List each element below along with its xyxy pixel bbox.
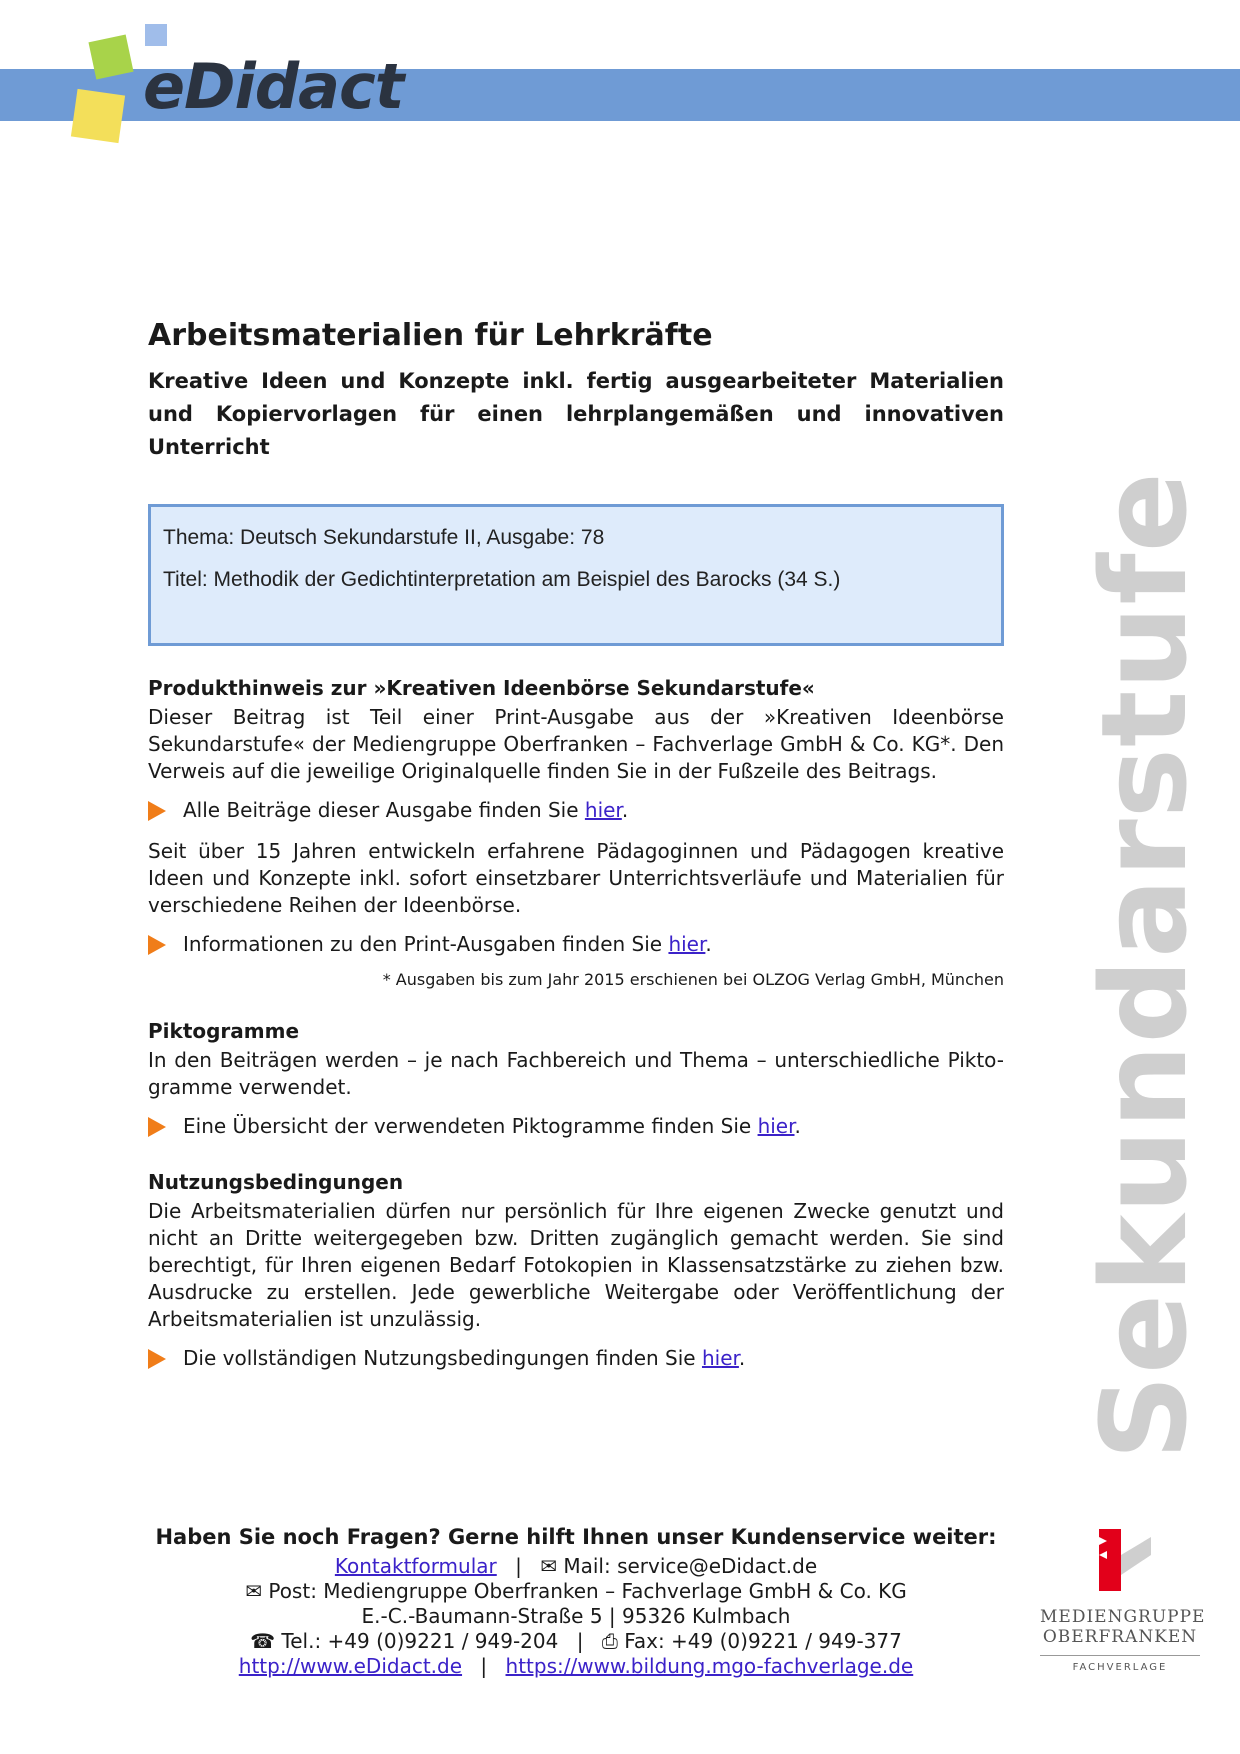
terms-link[interactable]: hier	[701, 1346, 739, 1370]
footer-phone-row	[148, 1629, 1004, 1654]
footer-url-row	[148, 1654, 1004, 1679]
bullet-all-articles	[148, 797, 1004, 824]
contact-form-link[interactable]: Kontaktformular	[334, 1554, 497, 1578]
footnote: * Ausgaben bis zum Jahr 2015 erschienen bei OLZOG Verlag GmbH, München	[382, 970, 1004, 989]
period: .	[794, 1114, 801, 1138]
logo-text: eDidact	[143, 50, 404, 123]
triangle-bullet-icon	[148, 935, 166, 955]
edidact-url-link[interactable]: http://www.eDidact.de	[238, 1654, 463, 1678]
bullet-text: Alle Beiträge dieser Ausgabe finden Sie	[183, 798, 585, 822]
publisher-name-2: OBERFRANKEN	[1042, 1627, 1198, 1647]
post-icon: ✉	[245, 1579, 262, 1603]
divider: |	[515, 1554, 522, 1578]
bullet-text: Informationen zu den Print-Ausgaben finden Sie	[183, 932, 669, 956]
period: .	[705, 932, 712, 956]
divider: |	[480, 1654, 488, 1678]
period: .	[738, 1346, 746, 1370]
bullet-pictograms	[148, 1113, 1004, 1140]
footer-title: Haben Sie noch Fragen? Gerne hilft Ihnen unser Kundenservice weiter:	[155, 1525, 997, 1549]
pictograms-link[interactable]: hier	[757, 1114, 795, 1138]
mgo-url-link[interactable]: https://www.bildung.mgo-fachverlage.de	[505, 1654, 914, 1678]
topic-box	[148, 504, 1004, 646]
publisher-sub: FACHVERLAGE	[1040, 1655, 1200, 1673]
all-articles-link[interactable]: hier	[584, 798, 622, 822]
sidebar-vertical-text: Sekundarstufe	[1075, 471, 1213, 1460]
publisher-logo	[1040, 1525, 1206, 1673]
phone-text: Tel.: +49 (0)9221 / 949-204	[281, 1629, 559, 1653]
bullet-print-info	[148, 931, 1004, 958]
topic-line: Thema: Deutsch Sekundarstufe II, Ausgabe: 78	[163, 526, 605, 549]
bullet-terms	[148, 1345, 1004, 1372]
title-line: Titel: Methodik der Gedichtinterpretation am Beispiel des Barocks (34 S.)	[163, 568, 841, 591]
phone-icon: ☎	[250, 1629, 276, 1653]
product-note-text-2: Seit über 15 Jahren entwickeln erfahrene Pädagoginnen und Pädagogen kreative Ideen und Konzepte inkl. sofort einsetzbarer Unterrichtsverläufe und Materialien für verschiedene Reihen der Ideenbörse.	[148, 839, 1004, 917]
terms-text: Die Arbeitsmaterialien dürfen nur persönlich für Ihre eigenen Zwecke genutzt und nicht an Dritte weitergegeben bzw. Dritten zugänglich gemacht werden. Sie sind berechtigt, für Ihren eigenen Bedarf Fotokopien in Klassensatzstärke zu ziehen bzw. Ausdrucke zu erstellen. Jede gewerbliche Weitergabe oder Veröffentlichung der Arbeitsmaterialien ist unzulässig.	[148, 1199, 1004, 1331]
mail-icon: ✉	[540, 1554, 557, 1578]
pictograms-heading: Piktogramme	[148, 1019, 300, 1043]
triangle-bullet-icon	[148, 801, 166, 821]
triangle-bullet-icon	[148, 1349, 166, 1369]
mail-text: Mail: service@eDidact.de	[563, 1554, 818, 1578]
print-info-link[interactable]: hier	[668, 932, 706, 956]
footer-post-row	[148, 1579, 1004, 1604]
product-note-heading: Produkthinweis zur »Kreativen Ideenbörse Sekundarstufe«	[148, 676, 815, 700]
triangle-bullet-icon	[148, 1117, 166, 1137]
period: .	[621, 798, 629, 822]
publisher-name-1: MEDIENGRUPPE	[1040, 1607, 1206, 1627]
footer	[148, 1525, 1004, 1679]
pictograms-text: In den Beiträgen werden – je nach Fachbereich und Thema – unterschiedliche Pikto-gramme verwendet.	[148, 1048, 1004, 1099]
footer-contact-row	[148, 1554, 1004, 1579]
terms-heading: Nutzungsbedingungen	[148, 1170, 404, 1194]
divider: |	[576, 1629, 584, 1653]
page-title: Arbeitsmaterialien für Lehrkräfte	[148, 318, 713, 353]
fax-text: Fax: +49 (0)9221 / 949-377	[624, 1629, 902, 1653]
bullet-text: Eine Übersicht der verwendeten Piktogramme finden Sie	[183, 1114, 758, 1138]
bullet-text: Die vollständigen Nutzungsbedingungen finden Sie	[183, 1346, 702, 1370]
product-note-text: Dieser Beitrag ist Teil einer Print-Ausgabe aus der »Kreativen Ideenbörse Sekundarstufe« der Mediengruppe Oberfranken – Fachverlage GmbH & Co. KG*. Den Verweis auf die jeweilige Originalquelle finden Sie in der Fußzeile des Beitrags.	[148, 705, 1004, 783]
footer-address: E.-C.-Baumann-Straße 5 | 95326 Kulmbach	[361, 1604, 791, 1628]
main-content	[148, 318, 1004, 1372]
fax-icon: ⎙	[601, 1629, 618, 1653]
page-subtitle: Kreative Ideen und Konzepte inkl. fertig ausgearbeiteter Materialien und Kopiervorlagen für einen lehrplangemäßen und innovativen Unterricht	[148, 369, 1004, 459]
franconian-rake-icon	[1085, 1525, 1155, 1595]
post-text: Post: Mediengruppe Oberfranken – Fachverlage GmbH & Co. KG	[268, 1579, 907, 1603]
